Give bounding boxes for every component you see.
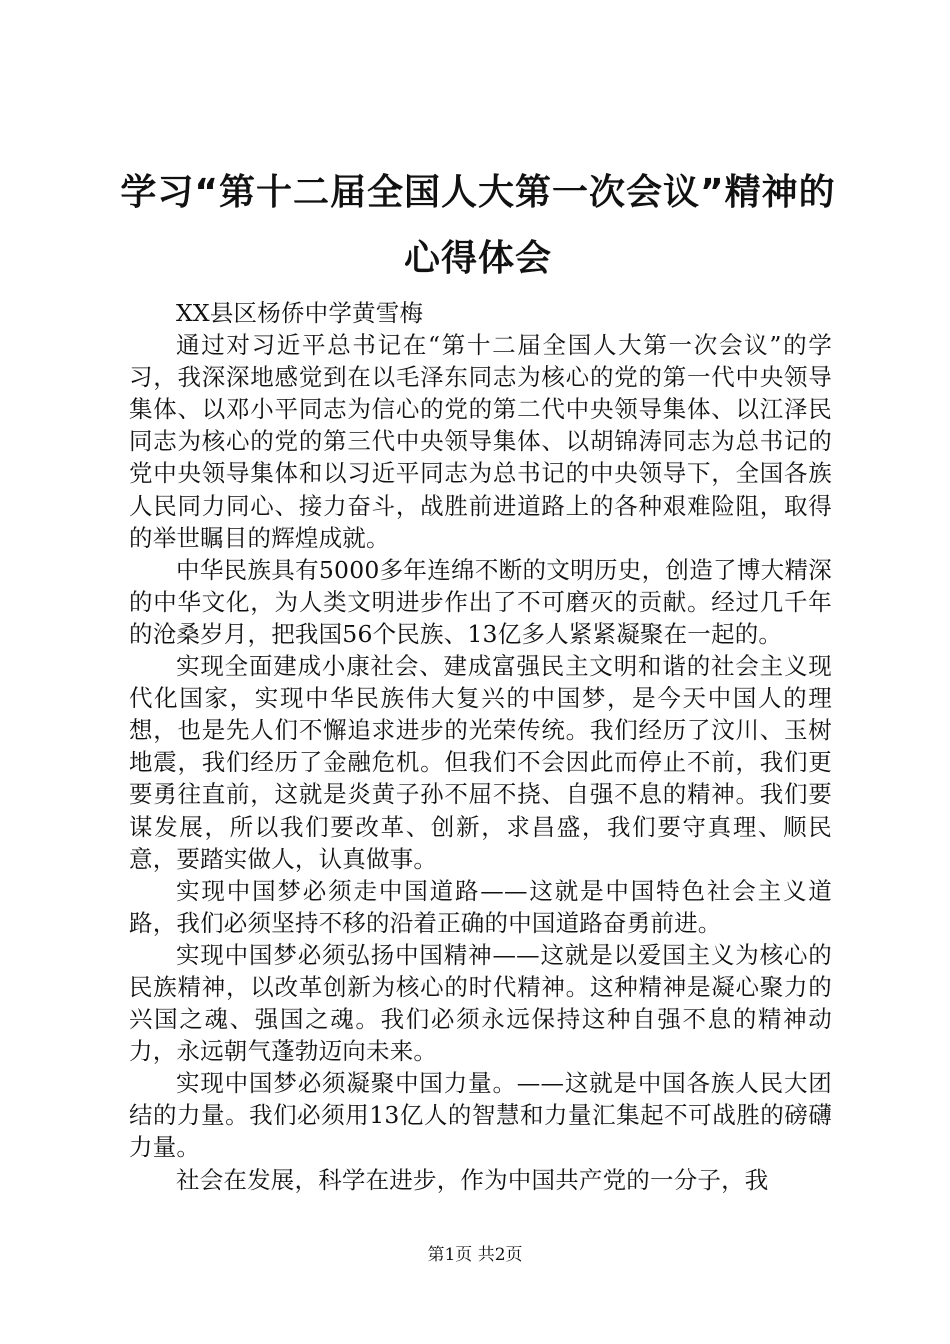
paragraph: 实现中国梦必须凝聚中国力量。——这就是中国各族人民大团结的力量。我们必须用13亿人的智慧和力量汇集起不可战胜的磅礴力量。 <box>129 1069 832 1162</box>
paragraph: 中华民族具有5000多年连绵不断的文明历史，创造了博大精深的中华文化，为人类文明进步作出了不可磨灭的贡献。经过几千年的沧桑岁月，把我国56个民族、13亿多人紧紧凝聚在一起的。 <box>129 555 832 648</box>
paragraph: 实现全面建成小康社会、建成富强民主文明和谐的社会主义现代化国家，实现中华民族伟大复兴的中国梦，是今天中国人的理想，也是先人们不懈追求进步的光荣传统。我们经历了汶川、玉树地震，我们经历了金融危机。但我们不会因此而停止不前，我们更要勇往直前，这就是炎黄子孙不屈不挠、自强不息的精神。我们要谋发展，所以我们要改革、创新，求昌盛，我们要守真理、顺民意，要踏实做人，认真做事。 <box>129 652 832 873</box>
paragraph: 实现中国梦必须走中国道路——这就是中国特色社会主义道路，我们必须坚持不移的沿着正确的中国道路奋勇前进。 <box>129 876 832 937</box>
document-body <box>129 297 832 1196</box>
paragraph: 实现中国梦必须弘扬中国精神——这就是以爱国主义为核心的民族精神，以改革创新为核心的时代精神。这种精神是凝心聚力的兴国之魂、强国之魂。我们必须永远保持这种自强不息的精神动力，永远朝气蓬勃迈向未来。 <box>129 940 832 1066</box>
paragraph: 社会在发展，科学在进步，作为中国共产党的一分子，我 <box>176 1165 769 1194</box>
document-title: 学习“第十二届全国人大第一次会议”精神的心得体会 <box>120 172 836 279</box>
paragraph: 通过对习近平总书记在“第十二届全国人大第一次会议”的学习，我深深地感觉到在以毛泽东同志为核心的党的第一代中央领导集体、以邓小平同志为信心的党的第二代中央领导集体、以江泽民同志为核心的党的第三代中央领导集体、以胡锦涛同志为总书记的党中央领导集体和以习近平同志为总书记的中央领导下，全国各族人民同力同心、接力奋斗，战胜前进道路上的各种艰难险阻，取得的举世瞩目的辉煌成就。 <box>129 331 832 552</box>
page-number-footer: 第1页 共2页 <box>427 1245 523 1265</box>
author-line: XX县区杨侨中学黄雪梅 <box>176 299 424 327</box>
